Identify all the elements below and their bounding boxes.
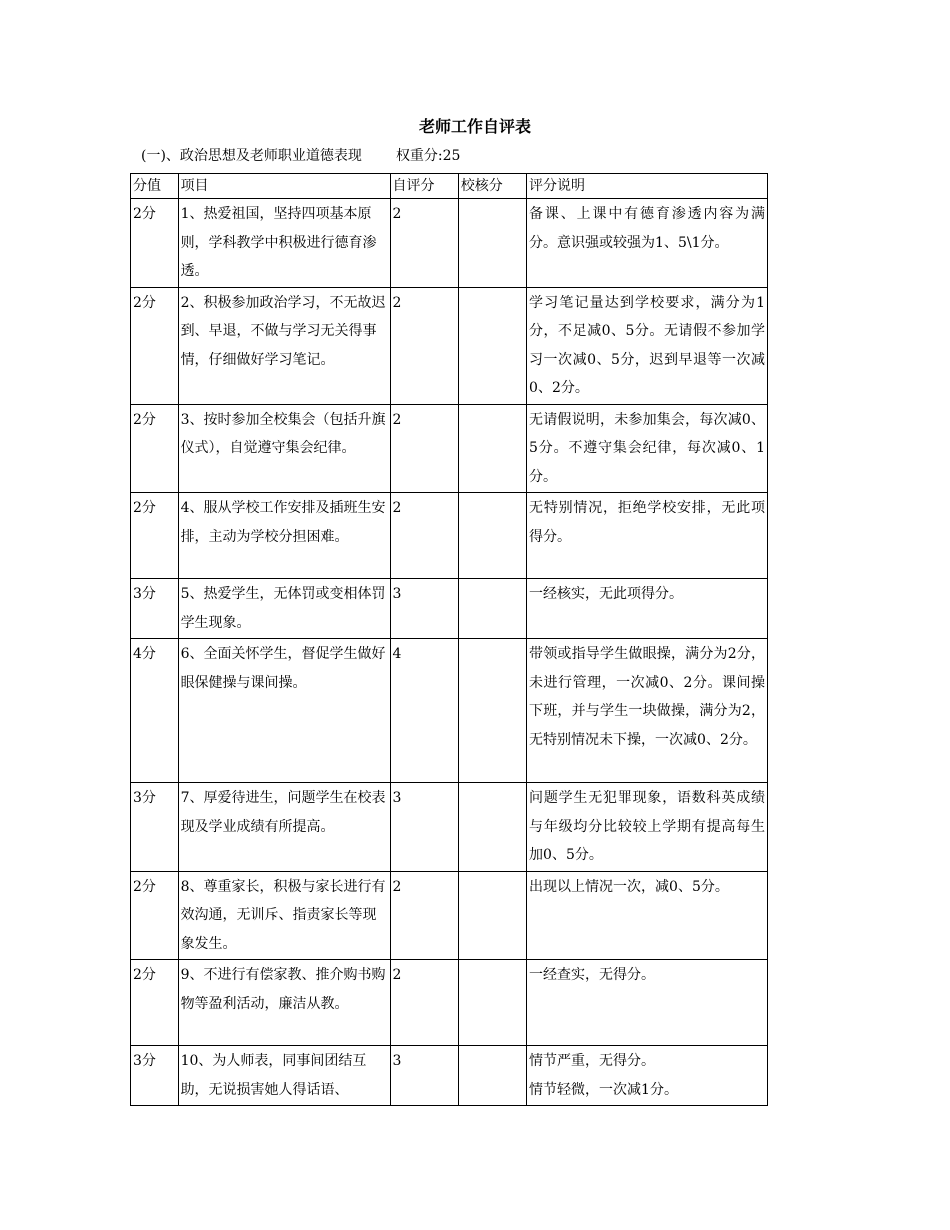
description-cell: 一经查实，无得分。 (527, 960, 768, 1046)
evaluation-table (130, 173, 768, 1106)
description-cell: 带领或指导学生做眼操，满分为2分，未进行管理，一次减0、2分。课间操下班，并与学生一块做操，满分为2，无特别情况未下操，一次减0、2分。 (527, 639, 768, 783)
table-row (131, 493, 768, 579)
check-score-cell (458, 493, 526, 579)
header-description: 评分说明 (527, 174, 768, 199)
table-row (131, 404, 768, 493)
item-cell: 3、按时参加全校集会（包括升旗仪式），自觉遵守集会纪律。 (178, 404, 390, 493)
item-cell: 10、为人师表，同事间团结互助，无说损害她人得话语、 (178, 1046, 390, 1106)
score-cell: 3分 (131, 1046, 179, 1106)
table-header-row (131, 174, 768, 199)
score-cell: 2分 (131, 493, 179, 579)
description-cell: 一经核实，无此项得分。 (527, 579, 768, 639)
description-cell: 无请假说明，未参加集会，每次减0、5分。不遵守集会纪律，每次减0、1分。 (527, 404, 768, 493)
self-score-cell: 2 (390, 199, 458, 288)
table-row (131, 287, 768, 404)
check-score-cell (458, 199, 526, 288)
description-cell: 情节严重，无得分。 情节轻微，一次减1分。 (527, 1046, 768, 1106)
check-score-cell (458, 639, 526, 783)
item-cell: 1、热爱祖国，坚持四项基本原则，学科教学中积极进行德育渗透。 (178, 199, 390, 288)
item-cell: 9、不进行有偿家教、推介购书购物等盈利活动，廉洁从教。 (178, 960, 390, 1046)
check-score-cell (458, 1046, 526, 1106)
self-score-cell: 2 (390, 960, 458, 1046)
check-score-cell (458, 783, 526, 872)
table-row (131, 960, 768, 1046)
section-weight: 权重分:25 (395, 148, 461, 164)
score-cell: 4分 (131, 639, 179, 783)
self-score-cell: 2 (390, 871, 458, 960)
check-score-cell (458, 960, 526, 1046)
self-score-cell: 2 (390, 404, 458, 493)
table-row (131, 783, 768, 872)
self-score-cell: 4 (390, 639, 458, 783)
header-self-score: 自评分 (390, 174, 458, 199)
description-cell: 出现以上情况一次，减0、5分。 (527, 871, 768, 960)
self-score-cell: 3 (390, 1046, 458, 1106)
table-row (131, 871, 768, 960)
item-cell: 2、积极参加政治学习，不无故迟到、早退，不做与学习无关得事情，仔细做好学习笔记。 (178, 287, 390, 404)
score-cell: 2分 (131, 199, 179, 288)
item-cell: 5、热爱学生，无体罚或变相体罚学生现象。 (178, 579, 390, 639)
score-cell: 3分 (131, 783, 179, 872)
item-cell: 7、厚爱待进生，问题学生在校表现及学业成绩有所提高。 (178, 783, 390, 872)
table-row (131, 639, 768, 783)
self-score-cell: 3 (390, 579, 458, 639)
header-check-score: 校核分 (458, 174, 526, 199)
score-cell: 2分 (131, 287, 179, 404)
self-score-cell: 3 (390, 783, 458, 872)
score-cell: 2分 (131, 871, 179, 960)
description-cell: 备课、上课中有德育渗透内容为满分。意识强或较强为1、5\1分。 (527, 199, 768, 288)
score-cell: 2分 (131, 404, 179, 493)
description-cell: 学习笔记量达到学校要求，满分为1分，不足减0、5分。无请假不参加学习一次减0、5分，迟到早退等一次减0、2分。 (527, 287, 768, 404)
header-score: 分值 (131, 174, 179, 199)
description-cell: 问题学生无犯罪现象，语数科英成绩与年级均分比较较上学期有提高每生加0、5分。 (527, 783, 768, 872)
item-cell: 4、服从学校工作安排及插班生安排，主动为学校分担困难。 (178, 493, 390, 579)
score-cell: 3分 (131, 579, 179, 639)
header-item: 项目 (178, 174, 390, 199)
section-heading (141, 145, 460, 165)
table-row (131, 199, 768, 288)
document-title: 老师工作自评表 (418, 117, 531, 136)
section-title: (一)、政治思想及老师职业道德表现 (141, 148, 362, 164)
check-score-cell (458, 404, 526, 493)
score-cell: 2分 (131, 960, 179, 1046)
description-cell: 无特别情况，拒绝学校安排，无此项得分。 (527, 493, 768, 579)
self-score-cell: 2 (390, 287, 458, 404)
check-score-cell (458, 287, 526, 404)
table-row (131, 579, 768, 639)
item-cell: 8、尊重家长，积极与家长进行有效沟通，无训斥、指责家长等现象发生。 (178, 871, 390, 960)
check-score-cell (458, 579, 526, 639)
item-cell: 6、全面关怀学生，督促学生做好眼保健操与课间操。 (178, 639, 390, 783)
check-score-cell (458, 871, 526, 960)
self-score-cell: 2 (390, 493, 458, 579)
table-row (131, 1046, 768, 1106)
